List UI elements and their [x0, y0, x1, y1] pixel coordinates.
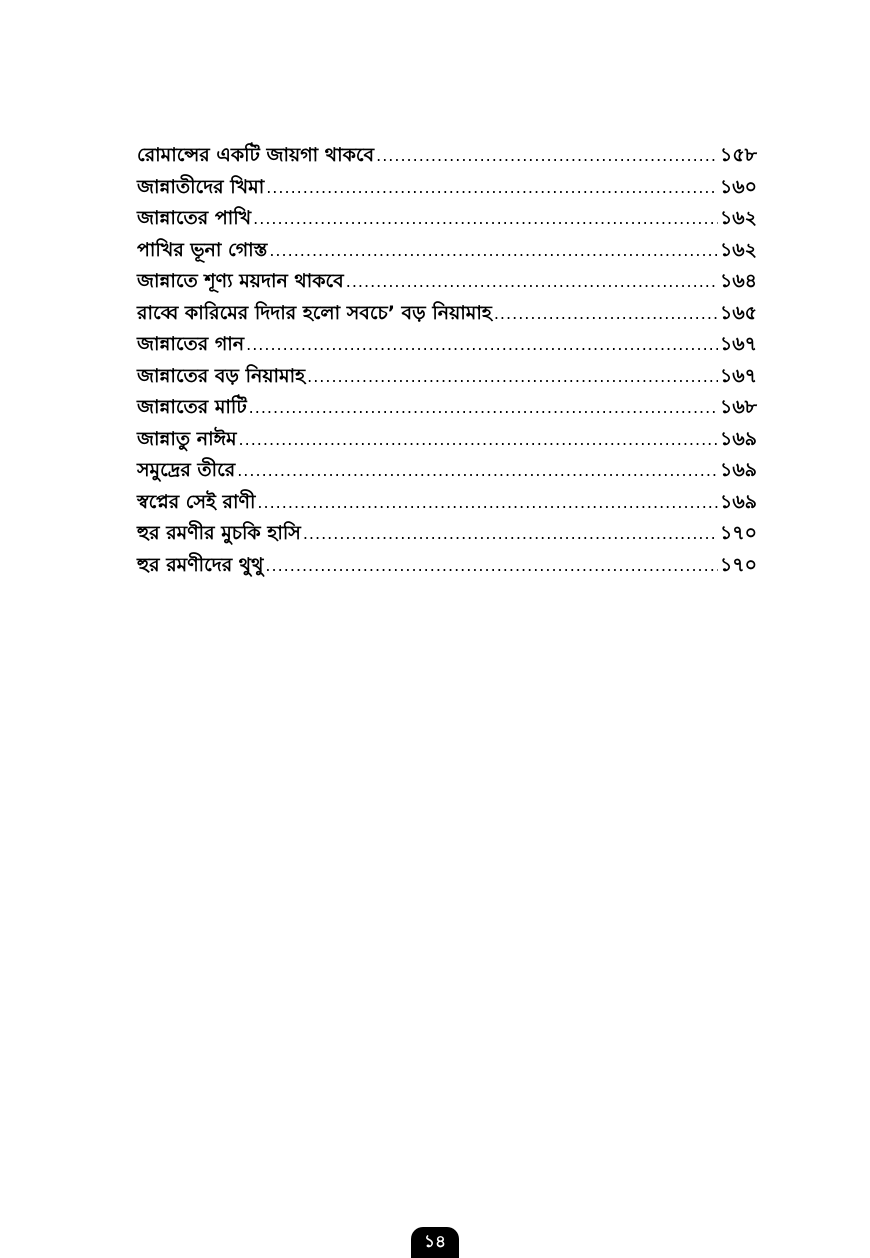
dot-leader [307, 361, 718, 393]
toc-entry-title: জান্নাতের গান [137, 333, 245, 355]
toc-entry-title: পাখির ভূনা গোস্ত [137, 238, 268, 261]
toc-entry [137, 550, 757, 582]
toc-entry-title: জান্নাতের মাটি [137, 396, 247, 418]
toc-entry [137, 455, 757, 487]
dot-leader [346, 266, 718, 298]
dot-leader [269, 235, 718, 267]
page-number-tab [411, 1227, 459, 1258]
toc-entry [137, 392, 757, 424]
toc-entry-title: স্বপ্নের সেই রাণী [137, 490, 256, 513]
dot-leader [246, 329, 718, 361]
toc-entry-title: রাব্বে কারিমের দিদার হলো সবচে’ বড় নিয়ামাহ [137, 301, 492, 324]
dot-leader [266, 172, 718, 204]
toc-entry-title: জান্নাতে শূণ্য ময়দান থাকবে [137, 270, 344, 292]
page-number: ১৪ [423, 1232, 447, 1252]
toc-entry [137, 424, 757, 456]
toc-entry [137, 203, 757, 235]
toc-entry [137, 329, 757, 361]
toc-entry-title: রোমান্সের একটি জায়গা থাকবে [137, 144, 375, 166]
toc-entry [137, 266, 757, 298]
toc-entry [137, 140, 757, 172]
toc-entry-page: ১৬২ [719, 207, 757, 229]
toc-entry-page: ১৬৭ [719, 364, 757, 387]
toc-entry-page: ১৬৮ [719, 396, 757, 418]
toc-entry-page: ১৬৯ [719, 490, 757, 513]
toc-entry-title: জান্নাতের পাখি [137, 207, 252, 229]
toc-entry [137, 361, 757, 393]
toc-entry-title: হুর রমণীর মুচকি হাসি [137, 522, 301, 544]
dot-leader [494, 298, 718, 330]
dot-leader [376, 140, 718, 172]
toc-entry [137, 487, 757, 519]
toc-entry-title: হুর রমণীদের থুথু [137, 553, 264, 576]
toc-entry [137, 518, 757, 550]
toc-entry [137, 235, 757, 267]
toc-entry-page: ১৬০ [719, 175, 757, 198]
dot-leader [257, 487, 718, 519]
dot-leader [237, 455, 718, 487]
toc-entry-title: জান্নাতীদের খিমা [137, 175, 265, 198]
toc-entry-title: সমুদ্রের তীরে [137, 459, 236, 481]
toc-entry [137, 172, 757, 204]
toc-entry-page: ১৬৯ [719, 459, 757, 481]
toc-entry-page: ১৭০ [719, 553, 757, 576]
toc-entry-page: ১৭০ [719, 522, 757, 544]
toc-entry-page: ১৬২ [719, 238, 757, 261]
toc-entry-page: ১৬৯ [719, 427, 757, 450]
dot-leader [253, 203, 718, 235]
toc-entry-page: ১৬৭ [719, 333, 757, 355]
toc-entry-title: জান্নাতু নাঈম [137, 427, 237, 450]
table-of-contents [137, 140, 757, 581]
dot-leader [265, 550, 718, 582]
toc-entry-title: জান্নাতের বড় নিয়ামাহ [137, 364, 306, 387]
toc-entry-page: ১৬৪ [719, 270, 757, 292]
toc-entry-page: ১৫৮ [720, 144, 757, 166]
toc-entry-page: ১৬৫ [719, 301, 757, 324]
dot-leader [239, 424, 718, 456]
dot-leader [303, 518, 718, 550]
dot-leader [249, 392, 718, 424]
toc-entry [137, 298, 757, 330]
